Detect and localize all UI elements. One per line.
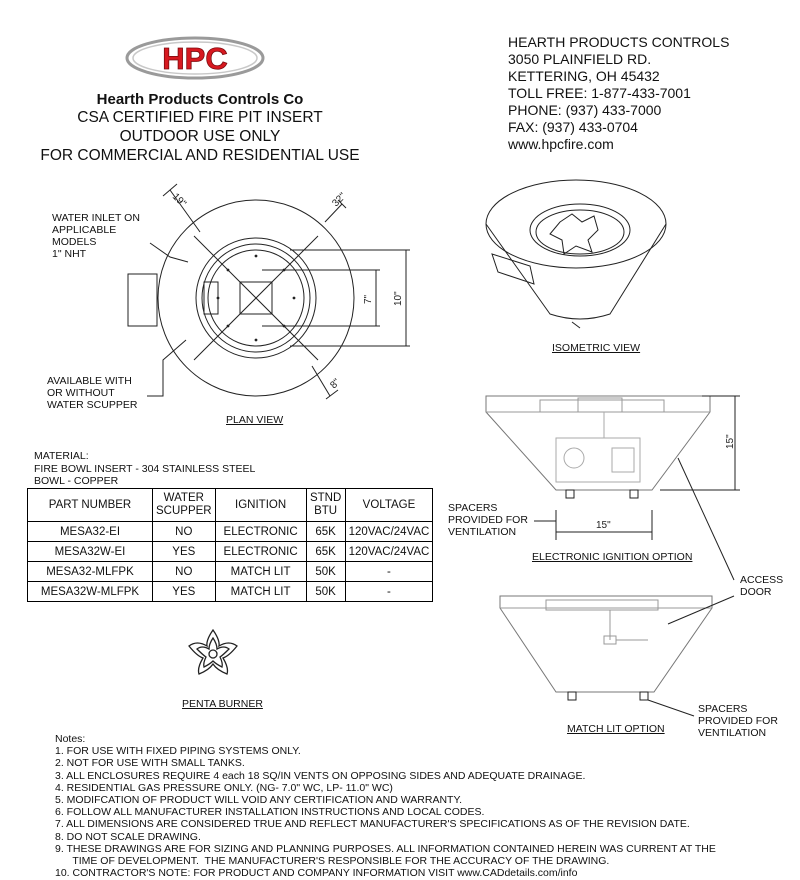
isometric-drawing (486, 180, 666, 328)
note-item: 2. NOT FOR USE WITH SMALL TANKS. (55, 757, 245, 770)
notes-heading: Notes: (55, 733, 86, 745)
note-item: 9. THESE DRAWINGS ARE FOR SIZING AND PLANNING PURPOSES. ALL INFORMATION CONTAINED HEREIN WAS CURRENT AT THE (55, 842, 716, 855)
note-item: 5. MODIFCATION OF PRODUCT WILL VOID ANY CERTIFICATION AND WARRANTY. (55, 794, 463, 807)
isometric-view-label: ISOMETRIC VIEW (552, 342, 641, 354)
electronic-ignition-label: ELECTRONIC IGNITION OPTION (532, 551, 693, 563)
dim-15-width-label: 15" (596, 520, 611, 531)
access-door-note: ACCESS DOOR (740, 574, 784, 598)
address-line: TOLL FREE: 1-877-433-7001 (508, 85, 691, 101)
dim-7-label: 7" (363, 294, 374, 304)
header-voltage: VOLTAGE (345, 489, 433, 522)
note-item: 3. ALL ENCLOSURES REQUIRE 4 each 18 SQ/IN VENTS ON OPPOSING SIDES AND ADEQUATE DRAINAGE. (55, 769, 586, 782)
title-line-1: CSA CERTIFIED FIRE PIT INSERT (77, 109, 323, 126)
notes-block (55, 733, 716, 879)
address-line: KETTERING, OH 45432 (508, 68, 660, 84)
address-line: HEARTH PRODUCTS CONTROLS (508, 34, 730, 50)
cell-water-scupper: YES (153, 542, 216, 562)
cell-part-number: MESA32-EI (28, 522, 153, 542)
scupper-note: AVAILABLE WITH OR WITHOUT WATER SCUPPER (47, 375, 138, 411)
cell-ignition: MATCH LIT (215, 562, 306, 582)
spacers-note-match-lit: SPACERS PROVIDED FOR VENTILATION (698, 703, 778, 739)
note-item: TIME OF DEVELOPMENT. THE MANUFACTURER'S RESPONSIBLE FOR THE ACCURACY OF THE DRAWING. (55, 855, 610, 868)
dim-8-label: 8" (328, 376, 343, 392)
table-row (28, 522, 433, 542)
match-lit-label: MATCH LIT OPTION (567, 723, 665, 735)
cell-water-scupper: YES (153, 582, 216, 602)
material-block: MATERIAL: FIRE BOWL INSERT - 304 STAINLESS STEEL BOWL - COPPER (34, 450, 256, 487)
penta-burner-label: PENTA BURNER (182, 698, 263, 710)
note-item: 7. ALL DIMENSIONS ARE CONSIDERED TRUE AND REFLECT MANUFACTURER'S SPECIFICATIONS AS OF THE REVISION DATE. (55, 818, 690, 831)
cell-voltage: - (345, 582, 433, 602)
header-water-scupper: WATER SCUPPER (153, 489, 216, 522)
match-lit-drawing (500, 596, 734, 716)
cell-btu: 50K (306, 562, 345, 582)
cell-water-scupper: NO (153, 522, 216, 542)
cell-voltage: - (345, 562, 433, 582)
water-inlet-note: WATER INLET ON APPLICABLE MODELS 1" NHT (52, 212, 140, 260)
header-part-number: PART NUMBER (28, 489, 153, 522)
cell-water-scupper: NO (153, 562, 216, 582)
dim-32-label: 32" (330, 190, 349, 210)
dim-10-label: 10" (393, 291, 404, 306)
note-item: 8. DO NOT SCALE DRAWING. (55, 830, 201, 843)
cell-voltage: 120VAC/24VAC (345, 522, 433, 542)
cell-voltage: 120VAC/24VAC (345, 542, 433, 562)
company-name: Hearth Products Controls Co (96, 91, 304, 108)
cell-part-number: MESA32-MLFPK (28, 562, 153, 582)
address-line: FAX: (937) 433-0704 (508, 119, 638, 135)
cell-btu: 65K (306, 542, 345, 562)
address-line: 3050 PLAINFIELD RD. (508, 51, 652, 67)
spacers-note-electronic: SPACERS PROVIDED FOR VENTILATION (448, 502, 528, 538)
plan-view-drawing (128, 184, 410, 399)
table-row (28, 542, 433, 562)
dim-19-label: 19" (169, 191, 189, 210)
note-item: 10. CONTRACTOR'S NOTE: FOR PRODUCT AND COMPANY INFORMATION VISIT www.CADdetails.com/info (55, 867, 578, 880)
title-line-3: FOR COMMERCIAL AND RESIDENTIAL USE (40, 147, 360, 164)
table-header-row (28, 489, 433, 522)
header-ignition: IGNITION (215, 489, 306, 522)
header-stnd-btu: STND BTU (306, 489, 345, 522)
title-line-2: OUTDOOR USE ONLY (119, 128, 281, 145)
plan-view-label: PLAN VIEW (226, 414, 284, 426)
cell-btu: 50K (306, 582, 345, 602)
logo-text: HPC (162, 41, 228, 76)
cell-part-number: MESA32W-EI (28, 542, 153, 562)
cell-btu: 65K (306, 522, 345, 542)
note-item: 1. FOR USE WITH FIXED PIPING SYSTEMS ONLY. (55, 745, 301, 758)
table-row (28, 582, 433, 602)
parts-table (27, 488, 433, 602)
note-item: 6. FOLLOW ALL MANUFACTURER INSTALLATION INSTRUCTIONS AND LOCAL CODES. (55, 806, 485, 819)
address-line: PHONE: (937) 433-7000 (508, 102, 662, 118)
cell-ignition: MATCH LIT (215, 582, 306, 602)
note-item: 4. RESIDENTIAL GAS PRESSURE ONLY. (NG- 7.0" WC, LP- 11.0" WC) (55, 781, 393, 794)
cell-ignition: ELECTRONIC (215, 522, 306, 542)
table-row (28, 562, 433, 582)
dim-15-height-label: 15" (725, 434, 736, 449)
website-link[interactable]: www.hpcfire.com (508, 136, 614, 152)
penta-burner-drawing (189, 630, 237, 674)
cell-ignition: ELECTRONIC (215, 542, 306, 562)
cell-part-number: MESA32W-MLFPK (28, 582, 153, 602)
